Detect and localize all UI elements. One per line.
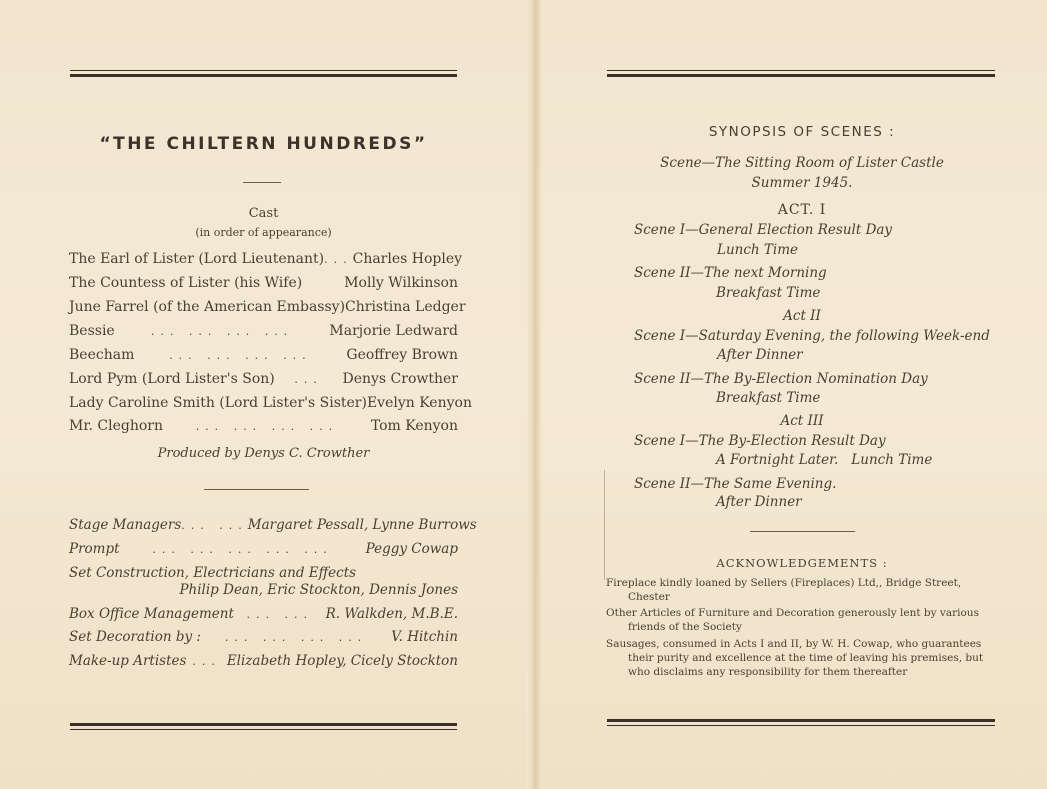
ack-first-line: Sausages, consumed in Acts I and II, by W. H. Cowap, who guarantees — [606, 638, 982, 650]
crew-role: Prompt — [69, 541, 120, 557]
cast-actor: Evelyn Kenyon — [366, 395, 472, 411]
scene-line: Scene II—The next Morning — [634, 265, 827, 281]
margin-mark — [604, 470, 605, 580]
producer-credit: Produced by Denys C. Crowther — [157, 446, 370, 461]
credit-divider — [204, 489, 309, 490]
cast-role: June Farrel (of the American Embassy) — [69, 299, 346, 315]
synopsis-divider — [750, 531, 855, 532]
cast-actor: Marjorie Ledward — [329, 323, 458, 339]
scene-time: Breakfast Time — [716, 285, 821, 301]
scene-time: After Dinner — [716, 494, 802, 510]
synopsis-date: Summer 1945. — [751, 175, 853, 191]
cast-dots: ... ... ... ... — [195, 420, 339, 433]
crew-row — [69, 541, 458, 557]
cast-role: The Earl of Lister (Lord Lieutenant) — [69, 251, 325, 267]
scene-time: Lunch Time — [717, 242, 799, 258]
cast-actor: Denys Crowther — [342, 371, 458, 387]
crew-role: Set Construction, Electricians and Effects — [69, 565, 357, 581]
cast-subheading: (in order of appearance) — [195, 226, 332, 239]
cast-role: The Countess of Lister (his Wife) — [69, 275, 303, 291]
cast-row — [69, 371, 458, 387]
top-rule-right — [607, 70, 995, 79]
crew-dots: ... — [192, 655, 221, 668]
cast-row — [69, 275, 458, 291]
bottom-rule-right — [607, 719, 995, 728]
cast-dots: ... — [324, 253, 353, 266]
cast-actor: Tom Kenyon — [370, 418, 458, 434]
cast-role: Bessie — [69, 323, 115, 339]
scene-line: Scene I—The By-Election Result Day — [634, 433, 886, 449]
crew-row — [179, 582, 458, 598]
act-label: ACT. I — [777, 202, 827, 218]
crew-role: Stage Managers — [69, 517, 182, 533]
cast-actor: Charles Hopley — [352, 251, 463, 267]
scene-line: Scene I—General Election Result Day — [634, 222, 893, 238]
scene-line: Scene II—The By-Election Nomination Day — [634, 371, 928, 387]
ack-continuation: friends of the Society — [628, 621, 742, 633]
bottom-rule-left — [70, 723, 457, 732]
scene-time: A Fortnight Later. Lunch Time — [716, 452, 933, 468]
cast-row — [69, 395, 472, 411]
cast-dots: ... — [294, 373, 323, 386]
scene-line: Scene I—Saturday Evening, the following Week-end — [634, 328, 990, 344]
cast-dots: ... ... ... ... — [150, 325, 294, 338]
scene-time: Breakfast Time — [716, 390, 821, 406]
scene-line: Scene II—The Same Evening. — [634, 476, 837, 492]
cast-role: Mr. Cleghorn — [69, 418, 163, 434]
crew-role: Set Decoration by : — [69, 629, 201, 645]
cast-role: Lord Pym (Lord Lister's Son) — [69, 371, 275, 387]
ack-first-line: Other Articles of Furniture and Decoration generously lent by various — [606, 607, 979, 619]
cast-role: Beecham — [69, 347, 135, 363]
cast-heading: Cast — [248, 206, 279, 221]
crew-role: Box Office Management — [69, 606, 234, 622]
cast-row — [69, 299, 466, 315]
cast-actor: Molly Wilkinson — [344, 275, 458, 291]
cast-row — [69, 323, 458, 339]
cast-actor: Geoffrey Brown — [346, 347, 458, 363]
crew-row — [69, 653, 458, 669]
cast-row — [69, 251, 463, 267]
act-label: Act III — [780, 413, 824, 429]
synopsis-setting: Scene—The Sitting Room of Lister Castle — [660, 155, 944, 171]
ack-first-line: Fireplace kindly loaned by Sellers (Fireplaces) Ltd,, Bridge Street, — [606, 577, 962, 589]
scene-time: After Dinner — [717, 347, 803, 363]
crew-names: V. Hitchin — [391, 629, 458, 645]
play-title: “THE CHILTERN HUNDREDS” — [99, 134, 428, 154]
cast-role: Lady Caroline Smith (Lord Lister's Sister) — [69, 395, 367, 411]
crew-names: Philip Dean, Eric Stockton, Dennis Jones — [179, 582, 458, 598]
crew-row — [69, 517, 477, 533]
act-label: Act II — [783, 308, 821, 324]
cast-row — [69, 347, 458, 363]
crew-row — [69, 629, 458, 645]
synopsis-heading: SYNOPSIS OF SCENES : — [708, 124, 896, 140]
crew-names: Margaret Pessall, Lynne Burrows — [247, 517, 477, 533]
ack-heading: ACKNOWLEDGEMENTS : — [716, 556, 888, 570]
crew-names: Peggy Cowap — [365, 541, 458, 557]
top-rule-left — [70, 70, 457, 79]
cast-row — [69, 418, 458, 434]
crew-dots: ... ... ... ... ... — [152, 543, 333, 556]
crew-role: Make-up Artistes — [69, 653, 187, 669]
cast-actor: Christina Ledger — [345, 299, 466, 315]
cast-dots: ... ... ... ... — [169, 349, 312, 362]
crew-names: R. Walkden, M.B.E. — [325, 606, 458, 622]
crew-row — [69, 565, 458, 581]
ack-item — [606, 606, 998, 634]
ack-item — [606, 637, 998, 679]
crew-dots: ... ... — [181, 519, 248, 532]
ack-item — [606, 576, 998, 604]
crew-dots: ... ... ... ... — [224, 631, 368, 644]
page-fold — [527, 0, 541, 789]
ack-continuation: their purity and excellence at the time of leaving his premises, but who disclaims any responsibility for them thereafter — [628, 652, 984, 678]
title-divider — [243, 182, 281, 183]
crew-names: Elizabeth Hopley, Cicely Stockton — [226, 653, 458, 669]
ack-continuation: Chester — [628, 591, 670, 603]
crew-row — [69, 606, 458, 622]
crew-dots: ... ... — [246, 608, 313, 621]
